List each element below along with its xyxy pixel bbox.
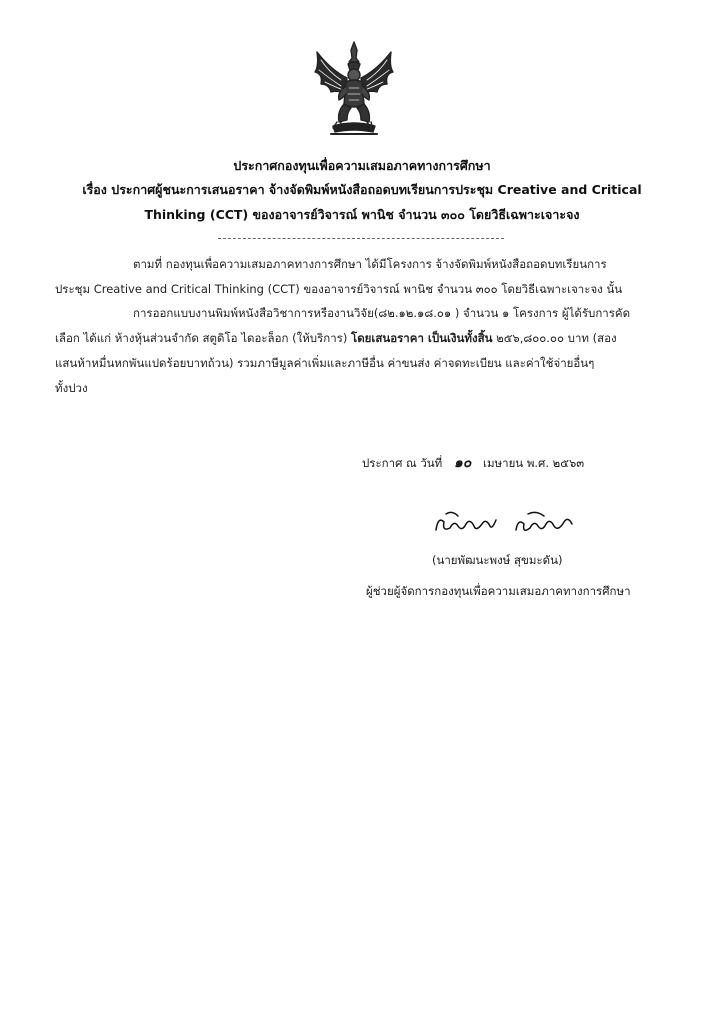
- date-prefix: ประกาศ ณ วันที่: [362, 456, 443, 470]
- divider: [218, 238, 504, 239]
- offer-price-label: โดยเสนอราคา เป็นเงินทั้งสิ้น: [351, 331, 493, 345]
- body-line-1: ตามที่ กองทุนเพื่อความเสมอภาคทางการศึกษา ได้มีโครงการ จ้างจัดพิมพ์หนังสือถอดบทเรียนการ: [133, 257, 607, 271]
- announcement-subject: เรื่อง ประกาศผู้ชนะการเสนอราคา จ้างจัดพิมพ์หนังสือถอดบทเรียนการประชุม Creative and Critical: [82, 182, 642, 197]
- body-line-6: ทั้งปวง: [55, 381, 88, 395]
- handwritten-signature-icon: [432, 508, 582, 540]
- winner-text: เลือก ได้แก่ ห้างหุ้นส่วนจำกัด สตูดิโอ ไดอะล็อก (ให้บริการ): [55, 331, 352, 345]
- offer-price-value: ๒๕๖,๘๐๐.๐๐ บาท (สอง: [492, 331, 617, 345]
- body-line-5: แสนห้าหมื่นหกพันแปดร้อยบาทถ้วน) รวมภาษีมูลค่าเพิ่มและภาษีอื่น ค่าขนส่ง ค่าจดทะเบียน และค่าใช้จ่ายอื่นๆ: [55, 356, 595, 370]
- signer-position: ผู้ช่วยผู้จัดการกองทุนเพื่อความเสมอภาคทางการศึกษา: [366, 584, 631, 598]
- body-line-4: [55, 330, 617, 348]
- date-suffix: เมษายน พ.ศ. ๒๕๖๓: [483, 456, 585, 470]
- signer-name: (นายพัฒนะพงษ์ สุขมะดัน): [432, 553, 563, 567]
- body-line-2: ประชุม Creative and Critical Thinking (CCT) ของอาจารย์วิจารณ์ พานิช จำนวน ๓๐๐ โดยวิธีเฉพาะเจาะจง นั้น: [55, 282, 623, 296]
- body-line-3: การออกแบบงานพิมพ์หนังสือวิชาการหรืองานวิจัย(๘๒.๑๒.๑๘.๐๑ ) จำนวน ๑ โครงการ ผู้ได้รับการคัด: [133, 306, 631, 320]
- announcement-subject-cont: Thinking (CCT) ของอาจารย์วิจารณ์ พานิช จำนวน ๓๐๐ โดยวิธีเฉพาะเจาะจง: [144, 207, 580, 222]
- announcement-date: [362, 452, 584, 474]
- announcement-title: ประกาศกองทุนเพื่อความเสมอภาคทางการศึกษา: [233, 158, 491, 173]
- garuda-emblem-icon: [311, 40, 397, 140]
- date-day: ๑๐: [453, 455, 472, 471]
